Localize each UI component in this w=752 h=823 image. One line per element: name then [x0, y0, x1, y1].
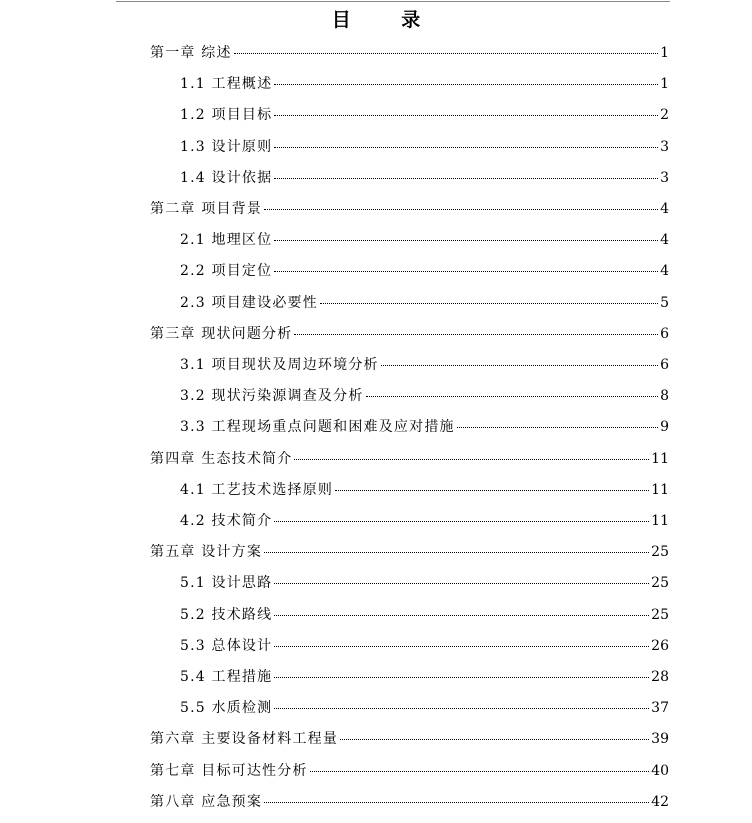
toc-entry-text: 第八章 应急预案: [150, 793, 263, 810]
toc-entry-text: 5.1 设计思路: [180, 575, 273, 592]
toc-page-number: 26: [651, 637, 669, 654]
toc-dot-leader: [294, 334, 658, 335]
toc-dot-leader: [234, 53, 658, 54]
toc-dot-leader: [274, 115, 658, 116]
toc-dot-leader: [320, 303, 658, 304]
toc-entry-text: 第六章 主要设备材料工程量: [150, 731, 339, 748]
toc-page-number: 4: [660, 263, 669, 280]
toc-page-number: 39: [651, 731, 669, 748]
toc-entry-text: 第四章 生态技术简介: [150, 450, 293, 467]
toc-page-number: 5: [660, 294, 669, 311]
toc-chapter-entry[interactable]: [150, 448, 669, 470]
toc-entry-text: 1.2 项目目标: [180, 107, 273, 124]
toc-chapter-entry[interactable]: [150, 323, 669, 345]
toc-section-entry[interactable]: [180, 292, 669, 314]
toc-section-entry[interactable]: [180, 697, 669, 719]
toc-page-number: 25: [651, 606, 669, 623]
toc-section-entry[interactable]: [180, 572, 669, 594]
toc-dot-leader: [340, 739, 649, 740]
toc-entry-text: 1.4 设计依据: [180, 169, 273, 186]
toc-chapter-entry[interactable]: [150, 791, 669, 813]
toc-dot-leader: [274, 677, 649, 678]
toc-entry-text: 5.4 工程措施: [180, 669, 273, 685]
toc-entry-text: 4.1 工艺技术选择原则: [180, 481, 334, 498]
toc-section-entry[interactable]: [180, 229, 669, 251]
toc-dot-leader: [457, 427, 658, 428]
toc-section-entry[interactable]: [180, 666, 669, 688]
toc-section-entry[interactable]: [180, 260, 669, 282]
toc-entry-text: 3.1 项目现状及周边环境分析: [180, 357, 379, 373]
toc-page-number: 1: [660, 76, 669, 93]
top-rule: [116, 1, 670, 2]
toc-dot-leader: [366, 396, 659, 397]
toc-chapter-entry[interactable]: [150, 42, 669, 64]
toc-page-number: 42: [651, 793, 669, 810]
toc-section-entry[interactable]: [180, 416, 669, 438]
toc-section-entry[interactable]: [180, 479, 669, 501]
toc-entry-text: 3.2 现状污染源调查及分析: [180, 388, 364, 405]
toc-dot-leader: [335, 490, 649, 491]
toc-dot-leader: [264, 802, 649, 803]
toc-chapter-entry[interactable]: [150, 728, 669, 750]
toc-entry-text: 5.5 水质检测: [180, 700, 273, 717]
toc-section-entry[interactable]: [180, 167, 669, 189]
toc-dot-leader: [274, 646, 649, 647]
toc-page-number: 37: [651, 700, 669, 717]
toc-section-entry[interactable]: [180, 354, 669, 376]
toc-dot-leader: [274, 178, 658, 179]
toc-entry-text: 3.3 工程现场重点问题和困难及应对措施: [180, 419, 455, 436]
toc-entry-text: 4.2 技术简介: [180, 513, 273, 529]
toc-entry-text: 第三章 现状问题分析: [150, 325, 293, 342]
toc-entry-text: 1.1 工程概述: [180, 76, 273, 93]
toc-dot-leader: [264, 209, 658, 210]
toc-section-entry[interactable]: [180, 73, 669, 95]
toc-dot-leader: [274, 84, 658, 85]
toc-dot-leader: [274, 271, 658, 272]
toc-entry-text: 5.3 总体设计: [180, 637, 273, 654]
toc-page-number: 25: [651, 544, 669, 561]
toc-page-number: 4: [660, 232, 669, 249]
page-title: 目 录: [331, 9, 443, 31]
toc-page-number: 6: [660, 357, 669, 373]
toc-dot-leader: [274, 615, 649, 616]
toc-entry-text: 2.1 地理区位: [180, 232, 273, 249]
toc-entry-text: 2.2 项目定位: [180, 263, 273, 280]
toc-page-number: 8: [660, 388, 669, 405]
toc-dot-leader: [274, 708, 649, 709]
toc-section-entry[interactable]: [180, 136, 669, 158]
toc-dot-leader: [264, 552, 649, 553]
toc-section-entry[interactable]: [180, 104, 669, 126]
toc-page-number: 40: [651, 762, 669, 779]
toc-dot-leader: [381, 365, 658, 366]
toc-section-entry[interactable]: [180, 604, 669, 626]
toc-page-number: 28: [651, 669, 669, 685]
toc-entry-text: 第二章 项目背景: [150, 201, 263, 217]
toc-dot-leader: [274, 583, 649, 584]
toc-entry-text: 第五章 设计方案: [150, 544, 263, 561]
toc-entry-text: 2.3 项目建设必要性: [180, 294, 318, 311]
toc-chapter-entry[interactable]: [150, 541, 669, 563]
toc-entry-text: 第七章 目标可达性分析: [150, 762, 308, 779]
toc-page-number: 3: [660, 169, 669, 186]
toc-dot-leader: [294, 459, 649, 460]
toc-page-number: 11: [651, 513, 669, 529]
toc-dot-leader: [310, 771, 650, 772]
toc-dot-leader: [274, 147, 658, 148]
toc-entry-text: 1.3 设计原则: [180, 138, 273, 155]
toc-section-entry[interactable]: [180, 510, 669, 532]
toc-dot-leader: [274, 521, 649, 522]
toc-page-number: 2: [660, 107, 669, 124]
toc-page-number: 3: [660, 138, 669, 155]
toc-page-number: 9: [660, 419, 669, 436]
toc-chapter-entry[interactable]: [150, 760, 669, 782]
toc-entry-text: 5.2 技术路线: [180, 606, 273, 623]
toc-page-number: 6: [660, 325, 669, 342]
toc-page-number: 25: [651, 575, 669, 592]
toc-page-number: 1: [660, 45, 669, 61]
toc-page-number: 4: [660, 201, 669, 217]
toc-entry-text: 第一章 综述: [150, 45, 232, 61]
toc-page-number: 11: [651, 481, 669, 498]
toc-chapter-entry[interactable]: [150, 198, 669, 220]
toc-section-entry[interactable]: [180, 385, 669, 407]
toc-dot-leader: [274, 240, 658, 241]
toc-section-entry[interactable]: [180, 635, 669, 657]
toc-page-number: 11: [651, 450, 669, 467]
